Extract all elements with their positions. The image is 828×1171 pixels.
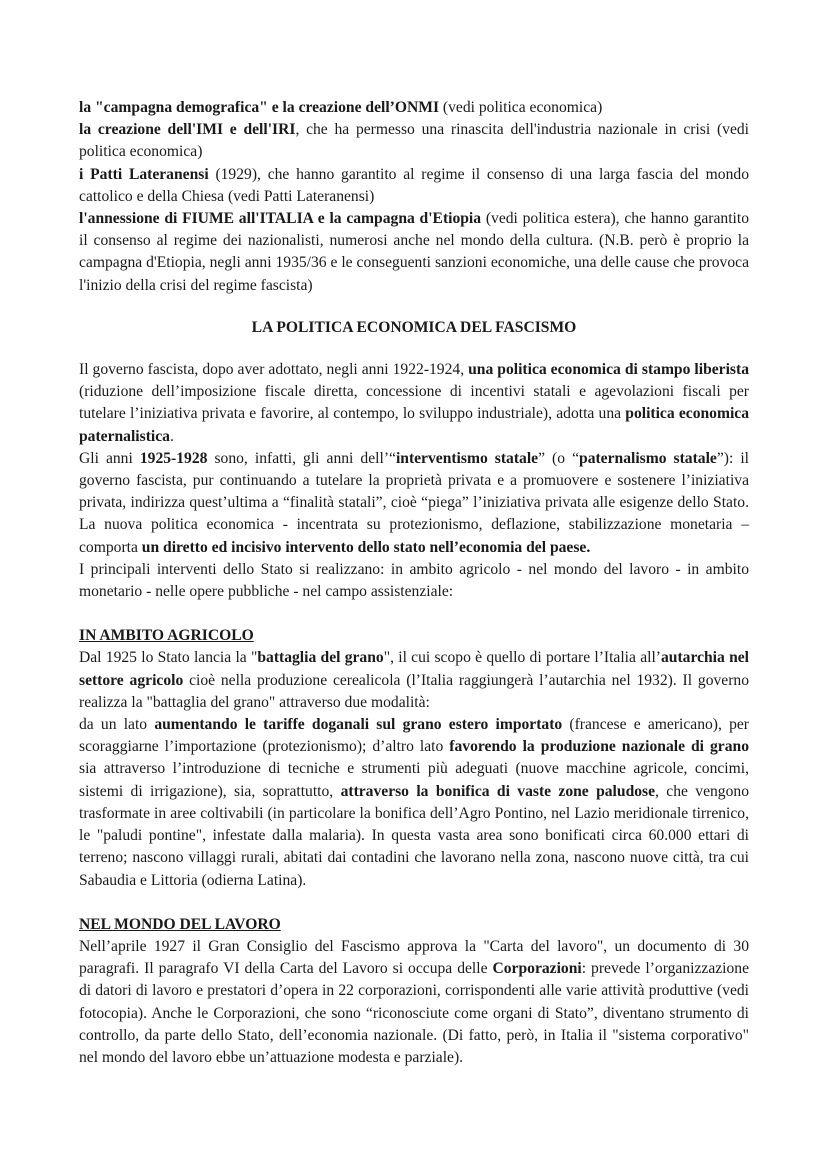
section-title: LA POLITICA ECONOMICA DEL FASCISMO <box>251 318 577 336</box>
economy-paragraph <box>79 559 749 603</box>
bold-text: i Patti Lateranensi <box>79 165 209 183</box>
text-run: (1929), che hanno garantito al regime il consenso di una larga fascia del mondo cattolico e della Chiesa (vedi Patti Lateranensi) <box>79 165 749 205</box>
text-run: da un lato <box>79 716 155 734</box>
text-run: ”): il governo fascista, pur continuando a tutelare la proprietà privata e a promuovere e sostenere l’iniziativa privata, indirizza quest’ultima a “finalità statali”, cioè “piega” l’iniziativa privata alle esigenze dello Stato. La nuova politica economica - incentrata su protezionismo, deflazione, stabilizzazione monetaria – comporta <box>79 449 750 556</box>
bold-text: la creazione dell'IMI e dell'IRI <box>79 121 296 139</box>
text-run: . <box>169 427 174 445</box>
bold-text: interventismo statale <box>395 449 539 467</box>
agri-heading: IN AMBITO AGRICOLO <box>79 627 254 645</box>
text-run: (vedi politica estera), che hanno garantito il consenso al regime dei nazionalisti, numerosi anche nel mondo della cultura. (N.B. però è proprio la campagna d'Etiopia, negli anni 1935/36 e le conseguenti sanzioni economiche, una delle cause che provoca l'inizio della crisi del regime fascista) <box>79 210 749 294</box>
text-run: ", il cui scopo è quello di portare l’Italia all’ <box>383 649 661 667</box>
text-run: cioè nella produzione cerealicola (l’Italia raggiungerà l’autarchia nel 1932). Il governo realizza la "battaglia del grano" attraverso due modalità: <box>79 671 750 711</box>
agri-paragraph <box>79 714 749 892</box>
text-run: , che vengono trasformate in aree coltivabili (in particolare la bonifica dell’Agro Pontino, nel Lazio meridionale tirrenico, le "paludi pontine", infestate dalla malaria). In questa vasta area sono bonificati circa 60.000 ettari di terreno; nascono villaggi rurali, abitati dai contadini che lavorano nella zona, nascono nuove città, tra cui Sabaudia e Littoria (odierna Latina). <box>79 782 749 889</box>
bold-text: un diretto ed incisivo intervento dello stato nell’economia del paese. <box>141 538 591 556</box>
bold-text: attraverso la bonifica di vaste zone paludose <box>340 782 656 800</box>
text-run: : prevede l’organizzazione di datori di lavoro e prestatori d’opera in 22 corporazioni, corrispondenti alle varie attività produttive (vedi fotocopia). Anche le Corporazioni, che sono “riconosciute come organi di Stato”, diventano strumento di controllo, da parte dello Stato, dell’economia nazionale. (Di fatto, però, in Italia il "sistema corporativo" nel mondo del lavoro ebbe un’attuazione modesta e parziale). <box>79 960 750 1066</box>
bold-text: politica economica paternalistica <box>79 405 749 445</box>
intro-paragraph <box>79 164 749 208</box>
bold-text: Corporazioni <box>492 960 582 978</box>
text-run: Dal 1925 lo Stato lancia la " <box>79 649 258 667</box>
bold-text: favorendo la produzione nazionale di grano <box>449 738 749 756</box>
bold-text: 1925-1928 <box>139 449 208 467</box>
bold-text: l'annessione di FIUME all'ITALIA e la campagna d'Etiopia <box>79 210 482 228</box>
intro-paragraph <box>79 208 749 297</box>
text-run: (francese e americano), per scoraggiarne l’importazione (protezionismo); d’altro lato <box>79 716 749 756</box>
text-run: (riduzione dell’imposizione fiscale diretta, concessione di incentivi statali e agevolazioni fiscali per tutelare l’iniziativa privata e favorire, al contempo, lo sviluppo industriale), adotta una <box>79 383 749 423</box>
economy-paragraph <box>79 448 749 559</box>
text-run: (vedi politica economica) <box>439 99 603 116</box>
text-run: Gli anni <box>79 449 140 467</box>
text-run: sono, infatti, gli anni dell’“ <box>207 449 396 467</box>
bold-text: autarchia nel settore agricolo <box>79 649 749 689</box>
bold-text: la "campagna demografica" e la creazione dell’ONMI <box>79 99 440 116</box>
bold-text: paternalismo statale <box>579 449 717 467</box>
economy-paragraph <box>79 359 749 448</box>
labor-paragraph <box>79 936 749 1069</box>
bold-text: battaglia del grano <box>257 649 384 667</box>
text-run: Il governo fascista, dopo aver adottato, negli anni 1922-1924, <box>79 361 469 379</box>
text-run: I principali interventi dello Stato si realizzano: in ambito agricolo - nel mondo del lavoro - in ambito monetario - nelle opere pubbliche - nel campo assistenziale: <box>79 560 749 601</box>
agri-paragraph <box>79 647 749 714</box>
text-run: Nell’aprile 1927 il Gran Consiglio del Fascismo approva la "Carta del lavoro", un documento di 30 paragrafi. Il paragrafo VI della Carta del Lavoro si occupa delle <box>79 937 749 978</box>
document-body <box>79 97 749 1069</box>
text-run: ” (o “ <box>538 449 580 467</box>
bold-text: una politica economica di stampo liberista <box>468 361 749 379</box>
text-run: , che ha permesso una rinascita dell'industria nazionale in crisi (vedi politica economica) <box>79 121 749 161</box>
intro-paragraph <box>79 97 749 119</box>
intro-paragraph <box>79 119 749 163</box>
bold-text: aumentando le tariffe doganali sul grano estero importato <box>154 716 563 734</box>
labor-heading: NEL MONDO DEL LAVORO <box>79 915 281 933</box>
text-run: sia attraverso l’introduzione di tecniche e strumenti più adeguati (nuove macchine agricole, concimi, sistemi di irrigazione), sia, soprattutto, <box>79 760 749 800</box>
